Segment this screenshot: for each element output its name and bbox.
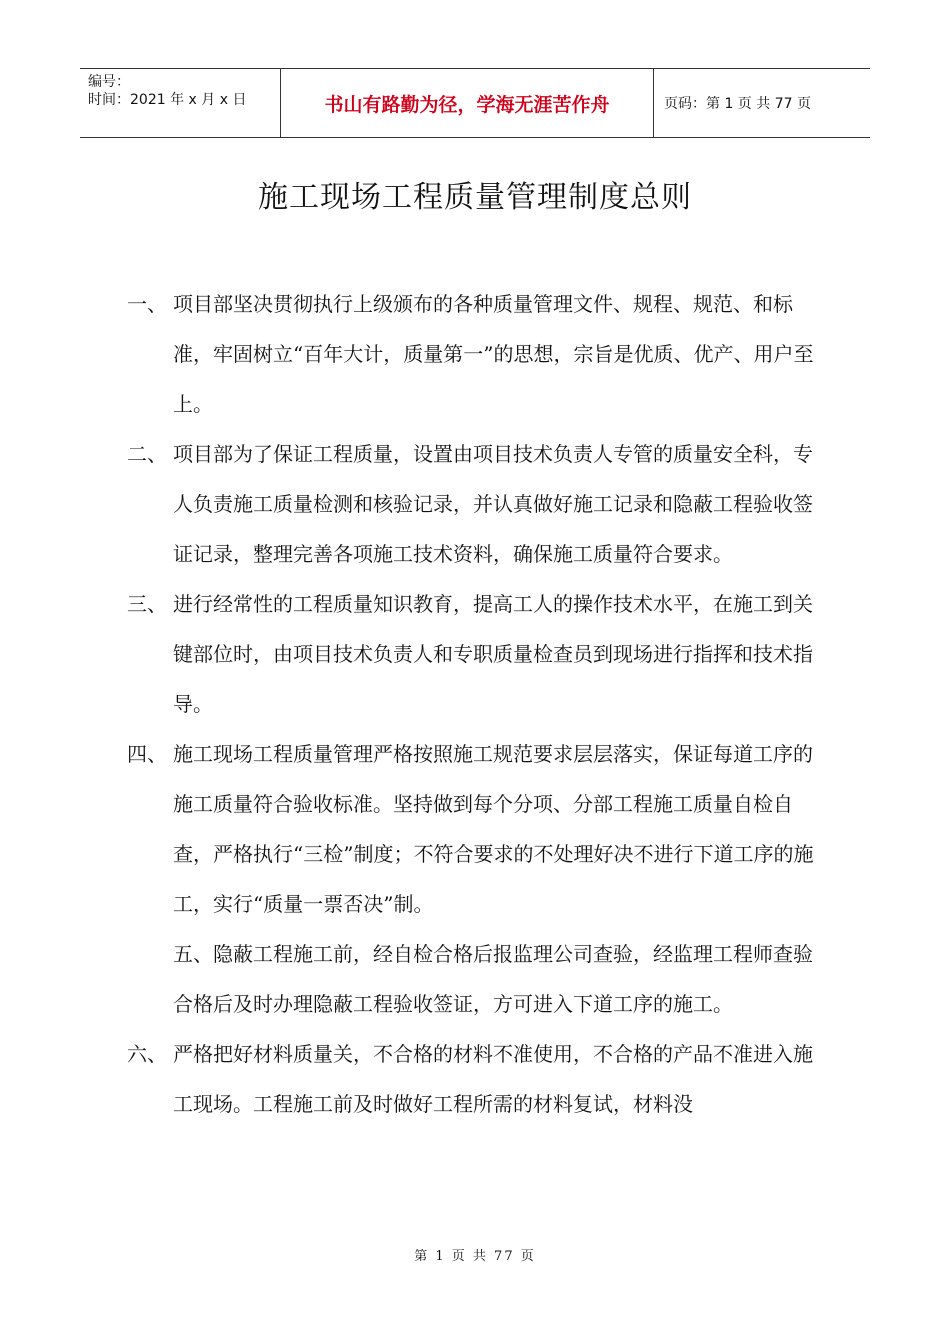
- paragraph-number: 一、: [127, 292, 167, 316]
- document-title: 施工现场工程质量管理制度总则: [258, 180, 692, 215]
- paragraph-text: 项目部坚决贯彻执行上级颁布的各种质量管理文件、规程、规范、和标准，牢固树立“百年大计，质量第一”的思想，宗旨是优质、优产、用户至上。: [173, 292, 814, 416]
- paragraph-6: [127, 1029, 832, 1129]
- page-footer: 第 1 页 共 77 页: [414, 1249, 536, 1264]
- paragraph-text: 项目部为了保证工程质量，设置由项目技术负责人专管的质量安全科，专人负责施工质量检测和核验记录，并认真做好施工记录和隐蔽工程验收签证记录，整理完善各项施工技术资料，确保施工质量符合要求。: [173, 442, 813, 566]
- paragraph-3: [127, 579, 832, 729]
- paragraph-2: [127, 429, 832, 579]
- paragraph-text: 进行经常性的工程质量知识教育，提高工人的操作技术水平，在施工到关键部位时，由项目技术负责人和专职质量检查员到现场进行指挥和技术指导。: [173, 592, 813, 716]
- paragraph-number: 四、: [127, 742, 167, 766]
- paragraph-number: 二、: [127, 442, 167, 466]
- paragraph-text: 施工现场工程质量管理严格按照施工规范要求层层落实，保证每道工序的施工质量符合验收标准。坚持做到每个分项、分部工程施工质量自检自查，严格执行“三检”制度；不符合要求的不处理好决不进行下道工序的施工，实行“质量一票否决”制。: [173, 742, 814, 916]
- paragraph-5: [127, 929, 832, 1029]
- number-label: 编号：: [88, 74, 130, 90]
- paragraph-text: 严格把好材料质量关，不合格的材料不准使用，不合格的产品不准进入施工现场。工程施工前及时做好工程所需的材料复试，材料没: [173, 1042, 813, 1116]
- paragraph-4: [127, 729, 832, 929]
- paragraph-number: 六、: [127, 1042, 167, 1066]
- header-meta: [80, 69, 281, 137]
- header-motto: 书山有路勤为径，学海无涯苦作舟: [281, 69, 654, 137]
- header-page-info: 页码：第 1 页 共 77 页: [664, 96, 811, 112]
- time-label: 时间：2021 年 x 月 x 日: [88, 92, 247, 108]
- paragraph-1: [127, 279, 832, 429]
- paragraph-number: 三、: [127, 592, 167, 616]
- document-body: [127, 279, 832, 1129]
- page-header: [80, 68, 870, 138]
- paragraph-text: 五、隐蔽工程施工前，经自检合格后报监理公司查验，经监理工程师查验合格后及时办理隐蔽工程验收签证，方可进入下道工序的施工。: [173, 942, 813, 1016]
